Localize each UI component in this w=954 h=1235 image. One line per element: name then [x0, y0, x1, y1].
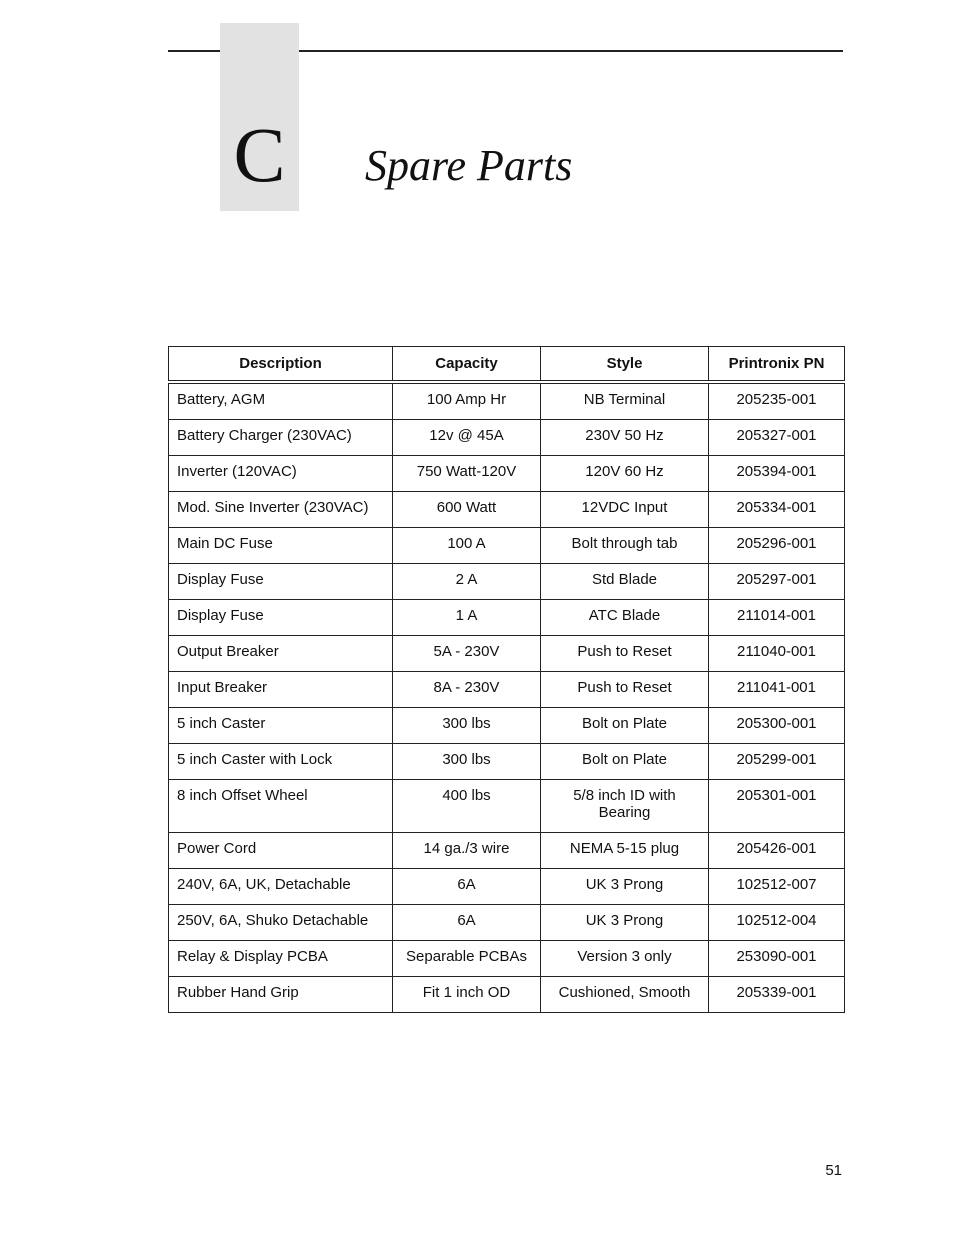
cell-part-number: 205426-001 — [709, 833, 845, 869]
cell-part-number: 211040-001 — [709, 636, 845, 672]
table-row — [169, 564, 845, 600]
cell-description: Display Fuse — [169, 564, 393, 600]
cell-part-number: 205301-001 — [709, 780, 845, 833]
cell-style: 120V 60 Hz — [541, 456, 709, 492]
cell-part-number: 205296-001 — [709, 528, 845, 564]
table-row — [169, 708, 845, 744]
cell-capacity: 14 ga./3 wire — [393, 833, 541, 869]
cell-style: Std Blade — [541, 564, 709, 600]
table-row — [169, 492, 845, 528]
table-row — [169, 744, 845, 780]
cell-description: Main DC Fuse — [169, 528, 393, 564]
cell-capacity: 750 Watt-120V — [393, 456, 541, 492]
cell-description: Relay & Display PCBA — [169, 941, 393, 977]
cell-part-number: 102512-007 — [709, 869, 845, 905]
table-row — [169, 636, 845, 672]
cell-part-number: 205235-001 — [709, 382, 845, 420]
table-row — [169, 600, 845, 636]
header-rule-right — [299, 50, 843, 52]
table-row — [169, 905, 845, 941]
cell-capacity: Fit 1 inch OD — [393, 977, 541, 1013]
column-header-capacity: Capacity — [393, 347, 541, 383]
cell-capacity: 600 Watt — [393, 492, 541, 528]
cell-capacity: 100 A — [393, 528, 541, 564]
table-row — [169, 941, 845, 977]
chapter-title: Spare Parts — [365, 141, 573, 190]
table-row — [169, 420, 845, 456]
cell-part-number: 253090-001 — [709, 941, 845, 977]
cell-style: Bolt through tab — [541, 528, 709, 564]
cell-description: 5 inch Caster with Lock — [169, 744, 393, 780]
spare-parts-table — [168, 346, 845, 1013]
cell-capacity: 8A - 230V — [393, 672, 541, 708]
cell-part-number: 205327-001 — [709, 420, 845, 456]
cell-part-number: 205394-001 — [709, 456, 845, 492]
cell-style: Bolt on Plate — [541, 744, 709, 780]
cell-style: UK 3 Prong — [541, 869, 709, 905]
cell-description: Rubber Hand Grip — [169, 977, 393, 1013]
cell-style: 5/8 inch ID with Bearing — [541, 780, 709, 833]
cell-description: 8 inch Offset Wheel — [169, 780, 393, 833]
cell-style: Bolt on Plate — [541, 708, 709, 744]
cell-description: Display Fuse — [169, 600, 393, 636]
cell-style: 12VDC Input — [541, 492, 709, 528]
table-row — [169, 833, 845, 869]
column-header-description: Description — [169, 347, 393, 383]
cell-part-number: 211014-001 — [709, 600, 845, 636]
table-header-row — [169, 347, 845, 383]
cell-capacity: 400 lbs — [393, 780, 541, 833]
header-rule-left — [168, 50, 220, 52]
cell-style: UK 3 Prong — [541, 905, 709, 941]
cell-capacity: 1 A — [393, 600, 541, 636]
column-header-part-number: Printronix PN — [709, 347, 845, 383]
cell-description: 5 inch Caster — [169, 708, 393, 744]
cell-description: Battery, AGM — [169, 382, 393, 420]
cell-description: Battery Charger (230VAC) — [169, 420, 393, 456]
page-number: 51 — [825, 1162, 842, 1179]
column-header-style: Style — [541, 347, 709, 383]
cell-description: Output Breaker — [169, 636, 393, 672]
cell-capacity: 6A — [393, 905, 541, 941]
cell-style: 230V 50 Hz — [541, 420, 709, 456]
cell-capacity: 100 Amp Hr — [393, 382, 541, 420]
cell-capacity: 2 A — [393, 564, 541, 600]
cell-style: NB Terminal — [541, 382, 709, 420]
cell-capacity: Separable PCBAs — [393, 941, 541, 977]
cell-style: Cushioned, Smooth — [541, 977, 709, 1013]
cell-description: 250V, 6A, Shuko Detachable — [169, 905, 393, 941]
cell-description: Inverter (120VAC) — [169, 456, 393, 492]
cell-description: Mod. Sine Inverter (230VAC) — [169, 492, 393, 528]
cell-part-number: 205300-001 — [709, 708, 845, 744]
table-row — [169, 869, 845, 905]
chapter-letter: C — [233, 111, 286, 198]
cell-part-number: 205299-001 — [709, 744, 845, 780]
cell-part-number: 102512-004 — [709, 905, 845, 941]
cell-part-number: 205339-001 — [709, 977, 845, 1013]
cell-part-number: 205297-001 — [709, 564, 845, 600]
cell-capacity: 300 lbs — [393, 744, 541, 780]
table-row — [169, 780, 845, 833]
cell-description: 240V, 6A, UK, Detachable — [169, 869, 393, 905]
cell-style: Push to Reset — [541, 672, 709, 708]
cell-capacity: 12v @ 45A — [393, 420, 541, 456]
table-row — [169, 672, 845, 708]
cell-capacity: 300 lbs — [393, 708, 541, 744]
cell-part-number: 211041-001 — [709, 672, 845, 708]
cell-style: Push to Reset — [541, 636, 709, 672]
cell-capacity: 6A — [393, 869, 541, 905]
cell-style: NEMA 5-15 plug — [541, 833, 709, 869]
cell-style: ATC Blade — [541, 600, 709, 636]
cell-description: Input Breaker — [169, 672, 393, 708]
cell-part-number: 205334-001 — [709, 492, 845, 528]
table-row — [169, 528, 845, 564]
cell-style: Version 3 only — [541, 941, 709, 977]
table-row — [169, 382, 845, 420]
cell-description: Power Cord — [169, 833, 393, 869]
cell-capacity: 5A - 230V — [393, 636, 541, 672]
table-row — [169, 456, 845, 492]
table-row — [169, 977, 845, 1013]
